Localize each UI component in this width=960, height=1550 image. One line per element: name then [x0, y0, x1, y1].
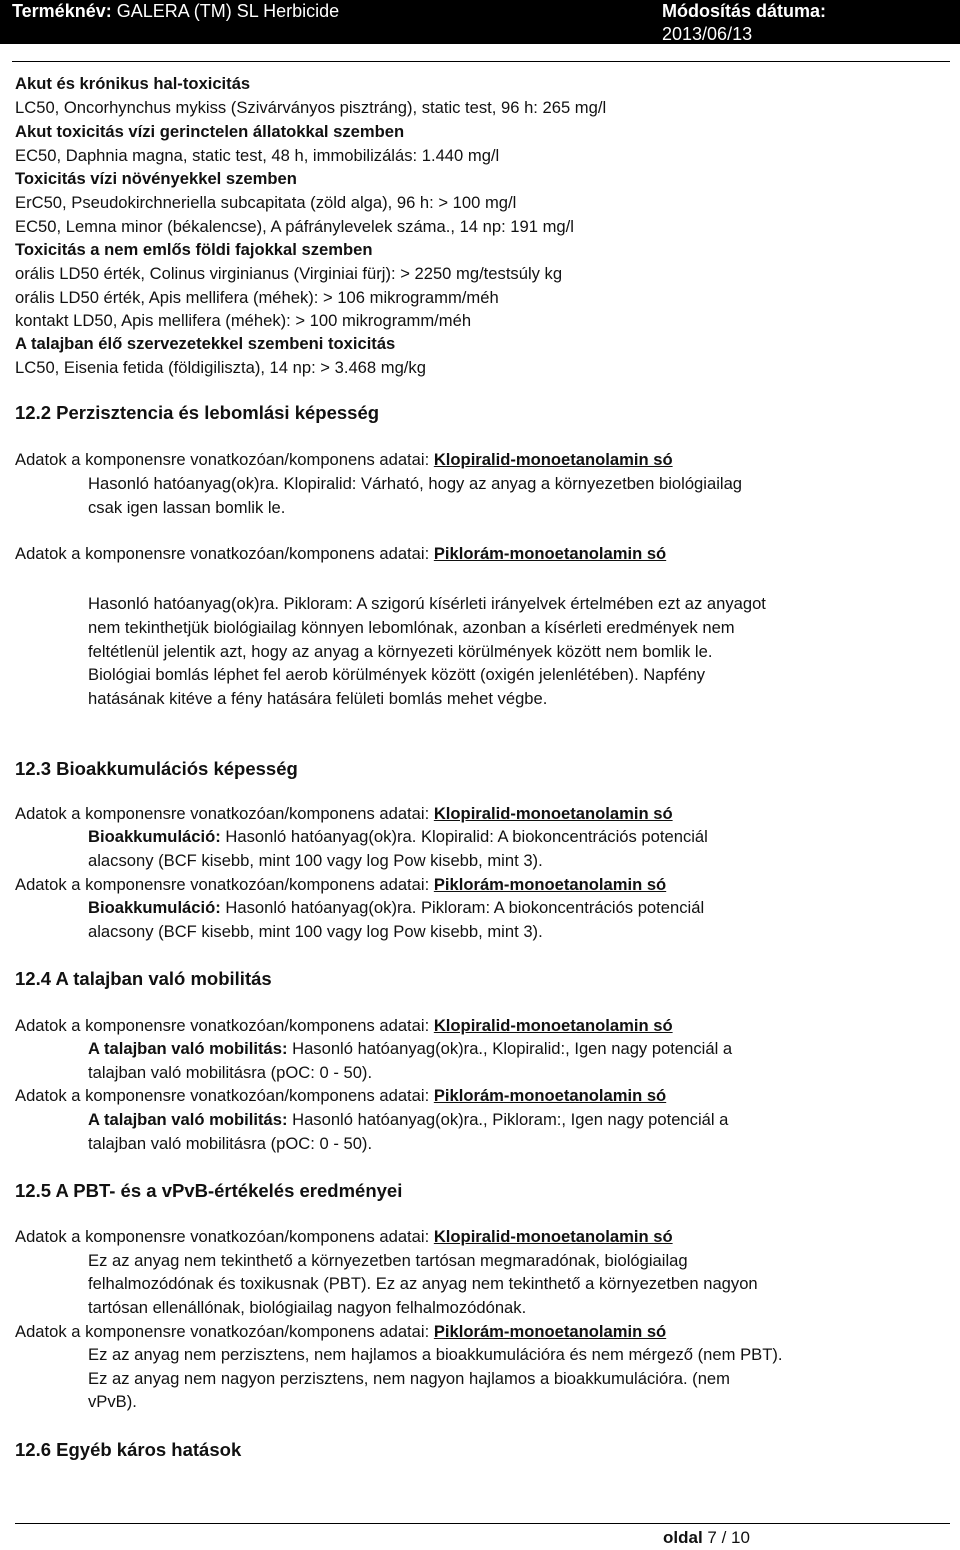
header-rule — [12, 61, 950, 62]
mobility-text: talajban való mobilitásra (pOC: 0 - 50). — [88, 1134, 373, 1153]
component-line-pikloram: Adatok a komponensre vonatkozóan/komponens adatai: Piklorám-monoetanolamin só — [15, 544, 667, 563]
revision-date-label: Módosítás dátuma: — [662, 1, 827, 21]
terrestrial-toxicity-line: kontakt LD50, Apis mellifera (méhek): > 100 mikrogramm/méh — [15, 311, 472, 330]
page-number: oldal 7 / 10 — [663, 1528, 750, 1547]
soil-toxicity-line: LC50, Eisenia fetida (földigiliszta), 14 np: > 3.468 mg/kg — [15, 358, 426, 377]
revision-date-value: 2013/06/13 — [662, 24, 753, 44]
plant-toxicity-line: ErC50, Pseudokirchneriella subcapitata (zöld alga), 96 h: > 100 mg/l — [15, 193, 517, 212]
pbt-text: Ez az anyag nem perzisztens, nem hajlamos a bioakkumulációra és nem mérgező (nem PBT). — [88, 1345, 783, 1364]
section-12-3-title: 12.3 Bioakkumulációs képesség — [15, 758, 298, 779]
persistence-text: Hasonló hatóanyag(ok)ra. Pikloram: A szigorú kísérleti irányelvek értelmében ezt az anyagot — [88, 594, 766, 613]
persistence-text: csak igen lassan bomlik le. — [88, 498, 286, 517]
bioaccumulation-text: Bioakkumuláció: Hasonló hatóanyag(ok)ra. Pikloram: A biokoncentrációs potenciál — [88, 898, 705, 917]
pbt-text: Ez az anyag nem tekinthető a környezetben tartósan megmaradónak, biológiailag — [88, 1251, 688, 1270]
component-line-klopiralid: Adatok a komponensre vonatkozóan/komponens adatai: Klopiralid-monoetanolamin só — [15, 450, 673, 469]
component-line-pikloram: Adatok a komponensre vonatkozóan/komponens adatai: Piklorám-monoetanolamin só — [15, 875, 667, 894]
pbt-text: Ez az anyag nem nagyon perzisztens, nem nagyon hajlamos a bioakkumulációra. (nem — [88, 1369, 730, 1388]
invertebrate-toxicity-title: Akut toxicitás vízi gerinctelen állatokkal szemben — [15, 122, 405, 141]
component-line-klopiralid: Adatok a komponensre vonatkozóan/komponens adatai: Klopiralid-monoetanolamin só — [15, 1016, 673, 1035]
section-12-6-title: 12.6 Egyéb káros hatások — [15, 1439, 242, 1460]
invertebrate-toxicity-line: EC50, Daphnia magna, static test, 48 h, immobilizálás: 1.440 mg/l — [15, 146, 500, 165]
bioaccumulation-text: alacsony (BCF kisebb, mint 100 vagy log Pow kisebb, mint 3). — [88, 851, 543, 870]
section-12-2-title: 12.2 Perzisztencia és lebomlási képesség — [15, 402, 380, 423]
component-line-pikloram: Adatok a komponensre vonatkozóan/komponens adatai: Piklorám-monoetanolamin só — [15, 1322, 667, 1341]
pbt-text: vPvB). — [88, 1392, 137, 1411]
persistence-text: Biológiai bomlás léphet fel aerob körülmények között (oxigén jelenlétében). Napfény — [88, 665, 706, 684]
terrestrial-toxicity-line: orális LD50 érték, Colinus virginianus (Virginiai fürj): > 2250 mg/testsúly kg — [15, 264, 563, 283]
plant-toxicity-title: Toxicitás vízi növényekkel szemben — [15, 169, 297, 188]
product-name: Terméknév: GALERA (TM) SL Herbicide — [12, 1, 340, 21]
mobility-text: talajban való mobilitásra (pOC: 0 - 50). — [88, 1063, 373, 1082]
mobility-text: A talajban való mobilitás: Hasonló hatóanyag(ok)ra., Pikloram:, Igen nagy potenciál a — [88, 1110, 729, 1129]
terrestrial-toxicity-title: Toxicitás a nem emlős földi fajokkal szemben — [15, 240, 373, 259]
persistence-text: Hasonló hatóanyag(ok)ra. Klopiralid: Várható, hogy az anyag a környezetben biológiailag — [88, 474, 743, 493]
fish-toxicity-line: LC50, Oncorhynchus mykiss (Szivárványos pisztráng), static test, 96 h: 265 mg/l — [15, 98, 607, 117]
pbt-text: tartósan ellenállónak, biológiailag nagyon felhalmozódónak. — [88, 1298, 527, 1317]
component-line-pikloram: Adatok a komponensre vonatkozóan/komponens adatai: Piklorám-monoetanolamin só — [15, 1086, 667, 1105]
soil-toxicity-title: A talajban élő szervezetekkel szembeni toxicitás — [15, 334, 396, 353]
bioaccumulation-text: Bioakkumuláció: Hasonló hatóanyag(ok)ra. Klopiralid: A biokoncentrációs potenciál — [88, 827, 708, 846]
plant-toxicity-line: EC50, Lemna minor (békalencse), A páfránylevelek száma., 14 np: 191 mg/l — [15, 217, 574, 236]
component-line-klopiralid: Adatok a komponensre vonatkozóan/komponens adatai: Klopiralid-monoetanolamin só — [15, 804, 673, 823]
persistence-text: nem tekinthetjük biológiailag könnyen lebomlónak, azonban a kísérleti eredmények nem — [88, 618, 735, 637]
footer-rule — [15, 1523, 950, 1524]
component-line-klopiralid: Adatok a komponensre vonatkozóan/komponens adatai: Klopiralid-monoetanolamin só — [15, 1227, 673, 1246]
fish-toxicity-title: Akut és krónikus hal-toxicitás — [15, 74, 251, 93]
bioaccumulation-text: alacsony (BCF kisebb, mint 100 vagy log Pow kisebb, mint 3). — [88, 922, 543, 941]
pbt-text: felhalmozódónak és toxikusnak (PBT). Ez az anyag nem tekinthető a környezetben nagyon — [88, 1274, 758, 1293]
mobility-text: A talajban való mobilitás: Hasonló hatóanyag(ok)ra., Klopiralid:, Igen nagy potenciál a — [88, 1039, 733, 1058]
persistence-text: hatásának kitéve a fény hatására felületi bomlás mehet végbe. — [88, 689, 548, 708]
persistence-text: feltétlenül jelentik azt, hogy az anyag a környezeti körülmények között nem bomlik le. — [88, 642, 713, 661]
section-12-4-title: 12.4 A talajban való mobilitás — [15, 968, 272, 989]
section-12-5-title: 12.5 A PBT- és a vPvB-értékelés eredményei — [15, 1180, 403, 1201]
page-header — [0, 0, 960, 44]
terrestrial-toxicity-line: orális LD50 érték, Apis mellifera (méhek): > 106 mikrogramm/méh — [15, 288, 499, 307]
